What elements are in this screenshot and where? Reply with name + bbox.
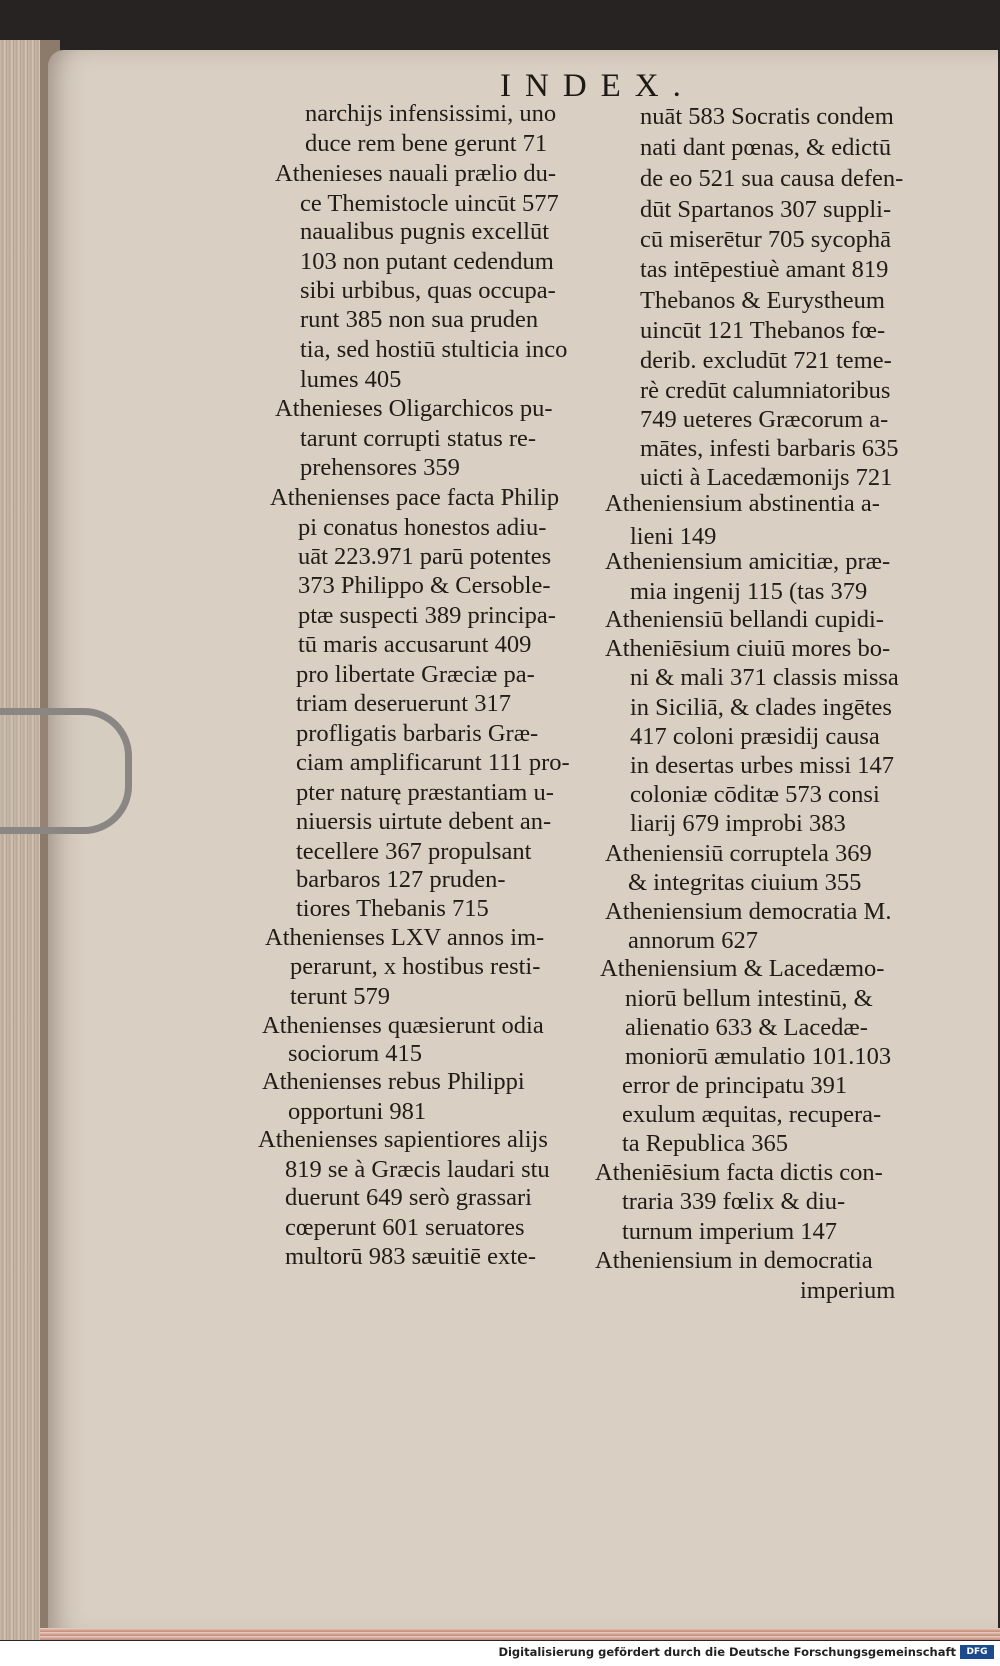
index-line: coloniæ cōditæ 573 consi — [630, 781, 880, 808]
index-line: prehensores 359 — [300, 454, 460, 481]
index-line: Atheniēsium ciuiū mores bo- — [605, 635, 891, 662]
index-line: duerunt 649 serò grassari — [285, 1184, 532, 1211]
index-line: tia, sed hostiū stulticia inco — [300, 336, 568, 363]
index-line: naualibus pugnis excellūt — [300, 218, 550, 245]
index-line: runt 385 non sua pruden — [300, 306, 539, 333]
index-line: uicti à Lacedæmonijs 721 — [640, 464, 893, 491]
index-line: lieni 149 — [630, 523, 717, 550]
index-line: Atheniensium abstinentia a- — [605, 490, 880, 517]
index-line: Athenienses rebus Philippi — [262, 1068, 525, 1095]
index-line: ta Republica 365 — [622, 1130, 789, 1157]
index-line: rè credūt calumniatoribus — [640, 377, 891, 404]
index-line: Atheniensium democratia M. — [605, 898, 892, 925]
index-line: cœperunt 601 seruatores — [285, 1214, 525, 1241]
index-line: tas intēpestiuè amant 819 — [640, 256, 889, 283]
index-line: duce rem bene gerunt 71 — [305, 130, 548, 157]
footer-credit: Digitalisierung gefördert durch die Deutsche Forschungsgemeinschaft — [498, 1645, 956, 1659]
index-line: terunt 579 — [290, 983, 391, 1010]
index-line: sibi urbibus, quas occupa- — [300, 277, 556, 304]
index-line: Athenienses pace facta Philip — [270, 484, 560, 511]
index-line: in desertas urbes missi 147 — [630, 752, 895, 779]
index-line: triam deseruerunt 317 — [296, 690, 511, 717]
index-line: Atheniēsium facta dictis con- — [595, 1159, 883, 1186]
index-line: opportuni 981 — [288, 1098, 427, 1125]
index-line: tiores Thebanis 715 — [296, 895, 489, 922]
index-line: annorum 627 — [628, 927, 758, 954]
index-line: derib. excludūt 721 teme- — [640, 347, 892, 374]
index-line: pter naturę præstantiam u- — [296, 779, 554, 806]
index-line: narchijs infensissimi, uno — [305, 100, 557, 127]
index-line: profligatis barbaris Græ- — [296, 720, 539, 747]
index-line: Atheniensium amicitiæ, præ- — [605, 548, 891, 575]
index-line: barbaros 127 pruden- — [296, 866, 506, 893]
index-line: moniorū æmulatio 101.103 — [625, 1043, 892, 1070]
index-line: uāt 223.971 parū potentes — [298, 543, 552, 570]
index-line: Thebanos & Eurystheum — [640, 287, 885, 314]
index-line: uincūt 121 Thebanos fœ- — [640, 317, 886, 344]
index-line: 103 non putant cedendum — [300, 248, 554, 275]
index-line: tarunt corrupti status re- — [300, 425, 537, 452]
index-line: imperium — [800, 1277, 896, 1304]
index-line: ni & mali 371 classis missa — [630, 664, 899, 691]
index-line: 819 se à Græcis laudari stu — [285, 1156, 550, 1183]
index-line: 373 Philippo & Cersoble- — [298, 572, 551, 599]
index-line: pro libertate Græciæ pa- — [296, 661, 535, 688]
index-line: & integritas ciuium 355 — [628, 869, 862, 896]
index-line: liarij 679 improbi 383 — [630, 810, 846, 837]
index-line: nati dant pœnas, & edictū — [640, 134, 892, 161]
index-line: de eo 521 sua causa defen- — [640, 165, 904, 192]
index-line: perarunt, x hostibus resti- — [290, 953, 541, 980]
index-line: ptæ suspecti 389 principa- — [298, 602, 556, 629]
index-line: exulum æquitas, recupera- — [622, 1101, 882, 1128]
index-line: tecellere 367 propulsant — [296, 838, 532, 865]
book-clip — [0, 708, 132, 834]
index-line: cū miserētur 705 sycophā — [640, 226, 892, 253]
index-line: ciam amplificarunt 111 pro- — [296, 749, 570, 776]
index-line: Atheniensium in democratia — [595, 1247, 873, 1274]
index-line: Athenienses LXV annos im- — [265, 924, 545, 951]
index-line: lumes 405 — [300, 366, 402, 393]
index-line: traria 339 fœlix & diu- — [622, 1188, 846, 1215]
page-bottom-edge — [40, 1628, 1000, 1640]
index-line: Atheniensiū corruptela 369 — [605, 840, 872, 867]
index-line: dūt Spartanos 307 suppli- — [640, 196, 892, 223]
index-line: Athenienses sapientiores alijs — [258, 1126, 548, 1153]
index-line: Atheniensiū bellandi cupidi- — [605, 606, 884, 633]
index-line: multorū 983 sæuitiē exte- — [285, 1243, 537, 1270]
index-line: 417 coloni præsidij causa — [630, 723, 880, 750]
dfg-logo: DFG — [960, 1645, 994, 1659]
index-line: mātes, infesti barbaris 635 — [640, 435, 899, 462]
index-line: Athenienses quæsierunt odia — [262, 1012, 544, 1039]
index-line: niuersis uirtute debent an- — [296, 808, 552, 835]
index-line: alienatio 633 & Lacedæ- — [625, 1014, 868, 1041]
index-line: Athenieses Oligarchicos pu- — [275, 395, 553, 422]
index-line: ce Themistocle uincūt 577 — [300, 190, 559, 217]
index-line: error de principatu 391 — [622, 1072, 848, 1099]
index-line: mia ingenij 115 (tas 379 — [630, 578, 868, 605]
index-line: pi conatus honestos adiu- — [298, 514, 547, 541]
index-line: in Siciliā, & clades ingētes — [630, 694, 892, 721]
index-line: turnum imperium 147 — [622, 1218, 838, 1245]
index-line: sociorum 415 — [288, 1040, 423, 1067]
page-header: INDEX. — [500, 68, 695, 104]
index-line: Athenieses nauali prælio du- — [275, 160, 557, 187]
index-line: tū maris accusarunt 409 — [298, 631, 532, 658]
index-line: 749 ueteres Græcorum a- — [640, 406, 889, 433]
index-line: nuāt 583 Socratis condem — [640, 103, 894, 130]
index-line: Atheniensium & Lacedæmo- — [600, 955, 885, 982]
index-line: niorū bellum intestinū, & — [625, 985, 873, 1012]
